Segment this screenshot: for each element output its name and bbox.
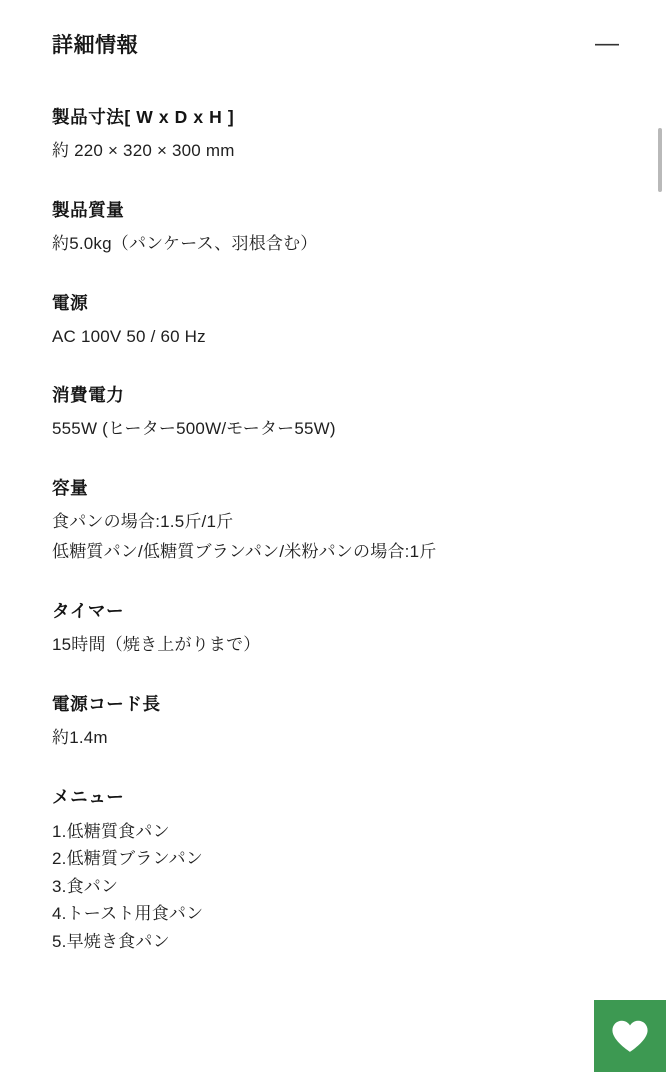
menu-list: [52, 818, 622, 956]
spec-label: 製品質量: [52, 199, 125, 220]
list-item: 1.低糖質食パン: [52, 821, 170, 841]
spec-row-weight: [52, 197, 622, 257]
page-title: 詳細情報: [52, 34, 138, 57]
spec-value: 約5.0kg（パンケース、羽根含む）: [52, 233, 318, 253]
spec-value: AC 100V 50 / 60 Hz: [52, 326, 206, 346]
list-item: 4.トースト用食パン: [52, 904, 204, 924]
spec-label: 電源: [52, 292, 89, 313]
spec-label: 製品寸法[ W x D x H ]: [52, 107, 235, 127]
spec-label: メニュー: [52, 786, 125, 807]
detail-info-header: [0, 0, 666, 58]
scrollbar-thumb[interactable]: [658, 128, 662, 192]
spec-label: 消費電力: [52, 385, 125, 406]
spec-row-menu: [52, 784, 622, 956]
list-item: 2.低糖質ブランパン: [52, 849, 203, 869]
spec-value: 15時間（焼き上がりまで）: [52, 634, 261, 654]
spec-row-timer: [52, 598, 622, 658]
list-item: 3.食パン: [52, 876, 119, 896]
spec-row-capacity: [52, 475, 622, 565]
spec-value: 555W (ヒーター500W/モーター55W): [52, 419, 336, 439]
minus-icon[interactable]: —: [595, 30, 619, 57]
spec-label: 容量: [52, 478, 89, 499]
spec-row-cord-length: [52, 691, 622, 751]
spec-value: 約1.4m: [52, 727, 108, 747]
spec-row-dimensions: [52, 104, 622, 164]
spec-label: タイマー: [52, 600, 125, 621]
list-item: 5.早焼き食パン: [52, 931, 170, 951]
spec-row-power-source: [52, 290, 622, 350]
spec-label: 電源コード長: [52, 693, 161, 714]
scrollbar[interactable]: [657, 0, 666, 1080]
heart-icon: [611, 1019, 649, 1053]
favorite-button[interactable]: [594, 1000, 666, 1072]
spec-row-power-consumption: [52, 382, 622, 442]
spec-value: 低糖質パン/低糖質ブランパン/米粉パンの場合:1斤: [52, 542, 437, 562]
spec-value: 約 220 × 320 × 300 mm: [52, 141, 235, 160]
spec-list: [0, 58, 666, 955]
spec-value: 食パンの場合:1.5斤/1斤: [52, 512, 234, 532]
